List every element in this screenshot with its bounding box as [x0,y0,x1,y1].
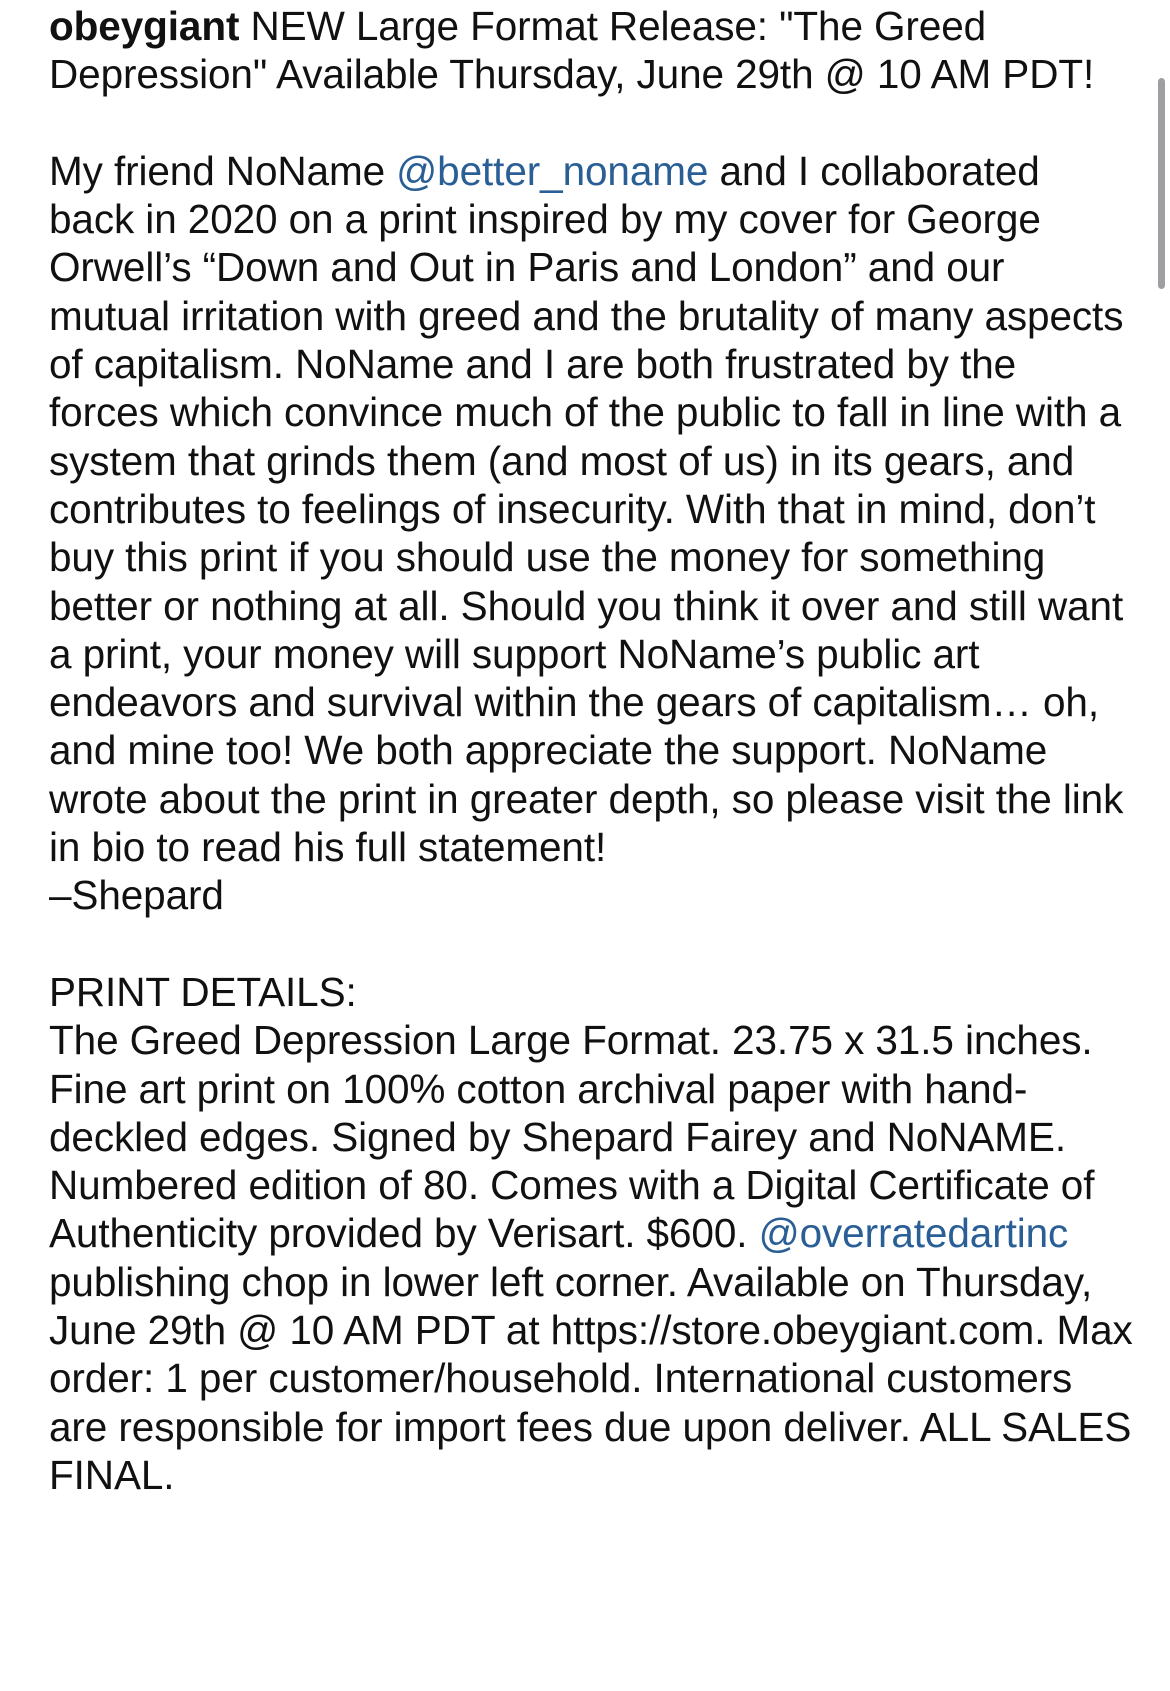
print-details-text-rest: publishing chop in lower left corner. Available on Thursday, June 29th @ 10 AM PDT at https://store.obeygiant.com. Max order: 1 per customer/household. International customers are responsible for import fees due upon deliver. ALL SALES FINAL. [49,1258,1133,1498]
print-details-text-start: The Greed Depression Large Format. 23.75 x 31.5 inches. Fine art print on 100% cotton archival paper with hand-deckled edges. Signed by Shepard Fairey and NoNAME. Numbered edition of 80. Comes with a Digital Certificate of Authenticity provided by Verisart. $600. [49,1017,1095,1257]
body-text-start: My friend NoName [49,147,397,194]
mention-link-overratedartinc[interactable]: @overratedartinc [758,1210,1069,1257]
signature: –Shepard [49,872,224,919]
body-text-rest: and I collaborated back in 2020 on a print inspired by my cover for George Orwell’s “Down and Out in Paris and London” and our mutual irritation with greed and the brutality of many aspects of capitalism. NoName and I are both frustrated by the forces which convince much of the public to fall in line with a system that grinds them (and most of us) in its gears, and contributes to feelings of insecurity. With that in mind, don’t buy this print if you should use the money for something better or nothing at all. Should you think it over and still want a print, your money will support NoName’s public art endeavors and survival within the gears of capitalism… oh, and mine too! We both appreciate the support. NoName wrote about the print in greater depth, so please visit the link in bio to read his full statement! [49,147,1124,871]
username-link[interactable]: obeygiant [49,3,240,49]
caption-headline [49,2,1134,99]
mention-link-better-noname[interactable]: @better_noname [396,147,709,194]
headline-text: NEW Large Format Release: "The Greed Depression" Available Thursday, June 29th @ 10 AM PDT! [49,3,1095,98]
vertical-scrollbar[interactable] [1158,78,1165,289]
post-caption [49,2,1134,1499]
print-details [49,968,1134,1499]
print-details-heading: PRINT DETAILS: [49,968,357,1015]
caption-body [49,147,1134,920]
